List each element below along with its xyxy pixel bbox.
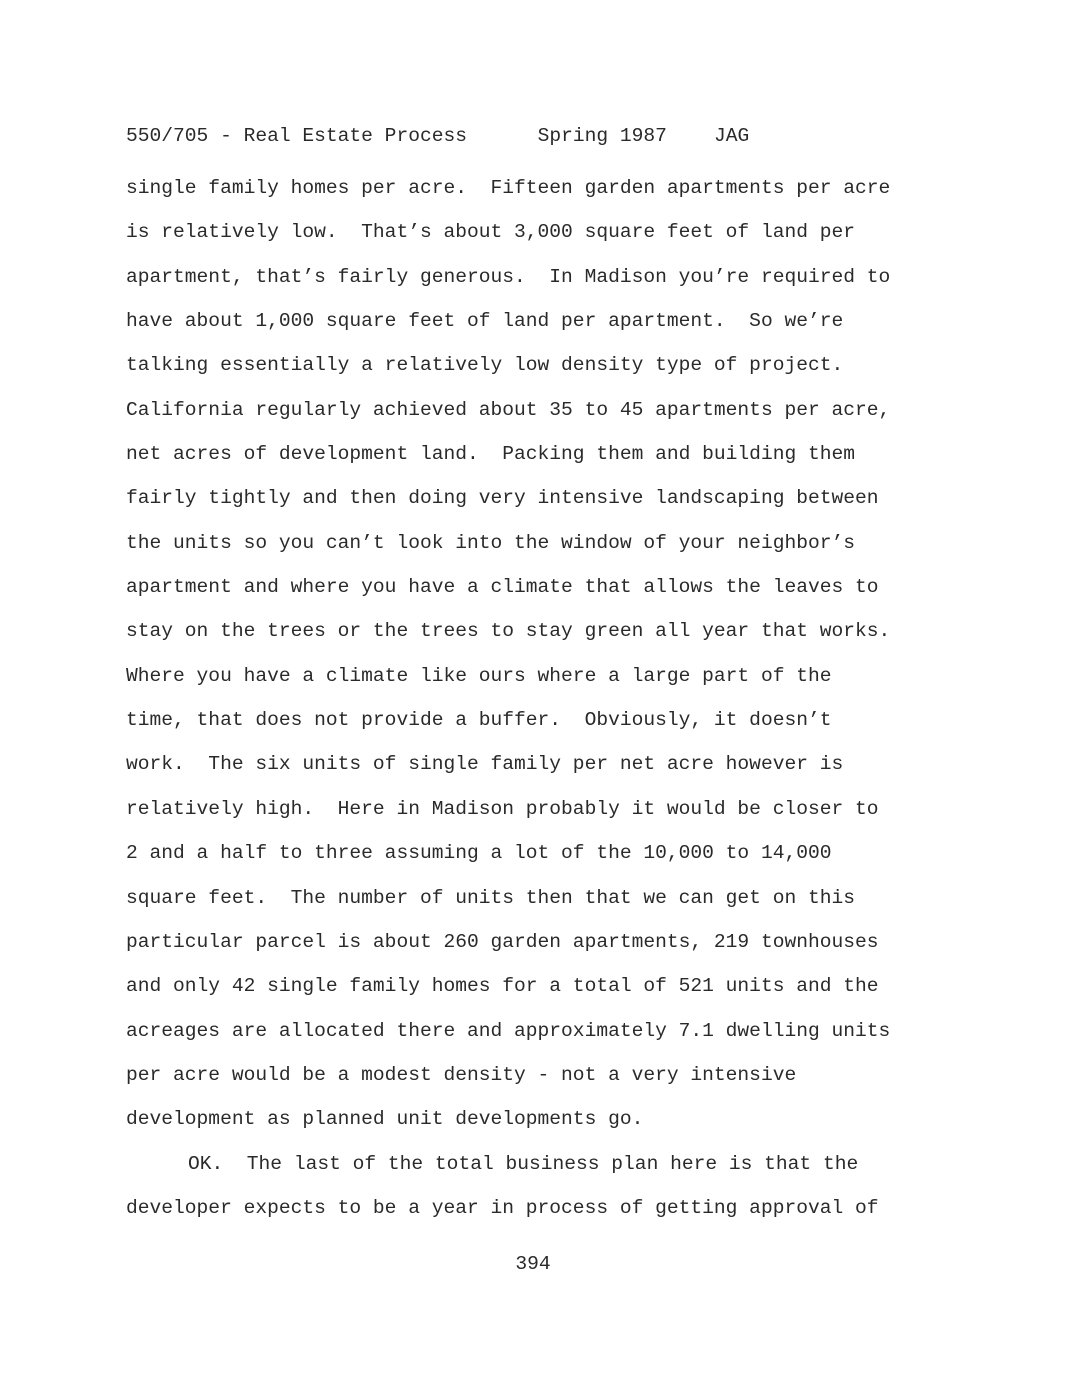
text-line: net acres of development land. Packing them and building them (126, 443, 856, 466)
term: Spring 1987 (537, 125, 667, 147)
paragraph-start-line: OK. The last of the total business plan here is that the (188, 1152, 859, 1175)
text-line: developer expects to be a year in process of getting approval of (126, 1196, 879, 1219)
page-header (126, 122, 749, 150)
body-text (126, 166, 956, 1230)
author-initials: JAG (713, 125, 750, 147)
text-line: relatively high. Here in Madison probably it would be closer to (126, 797, 879, 820)
text-line: California regularly achieved about 35 to 45 apartments per acre, (126, 398, 891, 421)
text-line: apartment and where you have a climate that allows the leaves to (126, 576, 879, 599)
text-line: time, that does not provide a buffer. Obviously, it doesn’t (126, 709, 832, 732)
text-line: per acre would be a modest density - not a very intensive (126, 1063, 797, 1086)
text-line: work. The six units of single family per net acre however is (126, 753, 844, 776)
text-line: and only 42 single family homes for a total of 521 units and the (126, 975, 879, 998)
text-line: stay on the trees or the trees to stay green all year that works. (126, 620, 891, 643)
text-line: 2 and a half to three assuming a lot of the 10,000 to 14,000 (126, 842, 832, 865)
text-line: Where you have a climate like ours where a large part of the (126, 664, 832, 687)
text-line: is relatively low. That’s about 3,000 square feet of land per (126, 221, 856, 244)
text-line: particular parcel is about 260 garden apartments, 219 townhouses (126, 930, 879, 953)
text-line: apartment, that’s fairly generous. In Madison you’re required to (126, 265, 891, 288)
text-line: have about 1,000 square feet of land per apartment. So we’re (126, 310, 844, 333)
text-line: talking essentially a relatively low density type of project. (126, 354, 844, 377)
text-line: the units so you can’t look into the window of your neighbor’s (126, 531, 856, 554)
text-line: acreages are allocated there and approximately 7.1 dwelling units (126, 1019, 891, 1042)
page-number: 394 (515, 1253, 551, 1275)
text-line: single family homes per acre. Fifteen garden apartments per acre (126, 177, 891, 199)
course-title: 550/705 - Real Estate Process (126, 125, 467, 147)
text-line: fairly tightly and then doing very intensive landscaping between (126, 487, 879, 510)
text-line: square feet. The number of units then that we can get on this (126, 886, 856, 909)
text-line: development as planned unit developments go. (126, 1108, 644, 1131)
